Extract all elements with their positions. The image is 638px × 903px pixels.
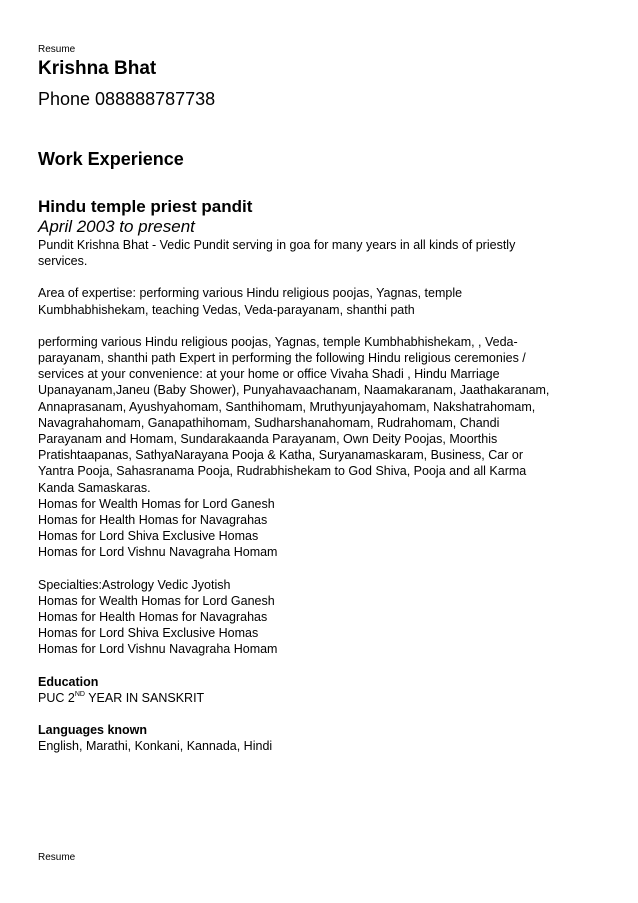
job-title: Hindu temple priest pandit: [38, 197, 253, 216]
job-specialties: Specialties:Astrology Vedic Jyotish Homas for Wealth Homas for Lord Ganesh Homas for Health Homas for Navagrahas Homas for Lord Shiva Exclusive Homas Homas for Lord Vishnu Navagraha Homam: [38, 577, 278, 657]
education-superscript: ND: [74, 690, 85, 698]
work-experience-heading: Work Experience: [38, 149, 184, 169]
running-footer: Resume: [38, 852, 76, 863]
job-details: performing various Hindu religious poojas, Yagnas, temple Kumbhabhishekam, , Veda- parayanam, shanthi path Expert in performing the following Hindu religious ceremonies / services at your convenience: at your home or office Vivaha Shadi , Hindu Marriage Upanayanam,Janeu (Baby Shower), Punyahavaachanam, Naamakaranam, Jaathakaranam, Annaprasanam, Ayushyahomam, Santhihomam, Mruthyunjayahomam, Nakshatrahomam, Navagrahahomam, Ganapathihomam, Sudharshanahomam, Rudrahomam, Chandi Parayanam and Homam, Sundarakaanda Parayanam, Own Deity Poojas, Moorthis Pratishtaapanas, SathyaNarayana Pooja & Katha, Suryanamaskaram, Business, Car or Yantra Pooja, Sahasranama Pooja, Rudrabhishekam to God Shiva, Pooja and all Karma Kanda Samaskaras. Homas for Wealth Homas for Lord Ganesh Homas for Health Homas for Navagrahas Homas for Lord Shiva Exclusive Homas Homas for Lord Vishnu Navagraha Homam: [38, 334, 550, 560]
education-suffix: YEAR IN SANSKRIT: [84, 690, 205, 705]
job-dates: April 2003 to present: [38, 217, 195, 236]
candidate-name: Krishna Bhat: [38, 58, 157, 79]
phone-number: Phone 088888787738: [38, 89, 216, 109]
job-entry: [38, 197, 598, 754]
languages-heading: Languages known: [38, 723, 148, 738]
languages-list: English, Marathi, Konkani, Kannada, Hindi: [38, 739, 273, 754]
job-summary: Pundit Krishna Bhat - Vedic Pundit serving in goa for many years in all kinds of priestly services.: [38, 238, 516, 269]
education-prefix: PUC 2: [38, 690, 75, 705]
job-expertise: Area of expertise: performing various Hindu religious poojas, Yagnas, temple Kumbhabhishekam, teaching Vedas, Veda-parayanam, shanthi path: [38, 286, 463, 317]
running-header: Resume: [38, 44, 76, 55]
education-heading: Education: [38, 674, 99, 689]
education-entry: [38, 690, 598, 706]
